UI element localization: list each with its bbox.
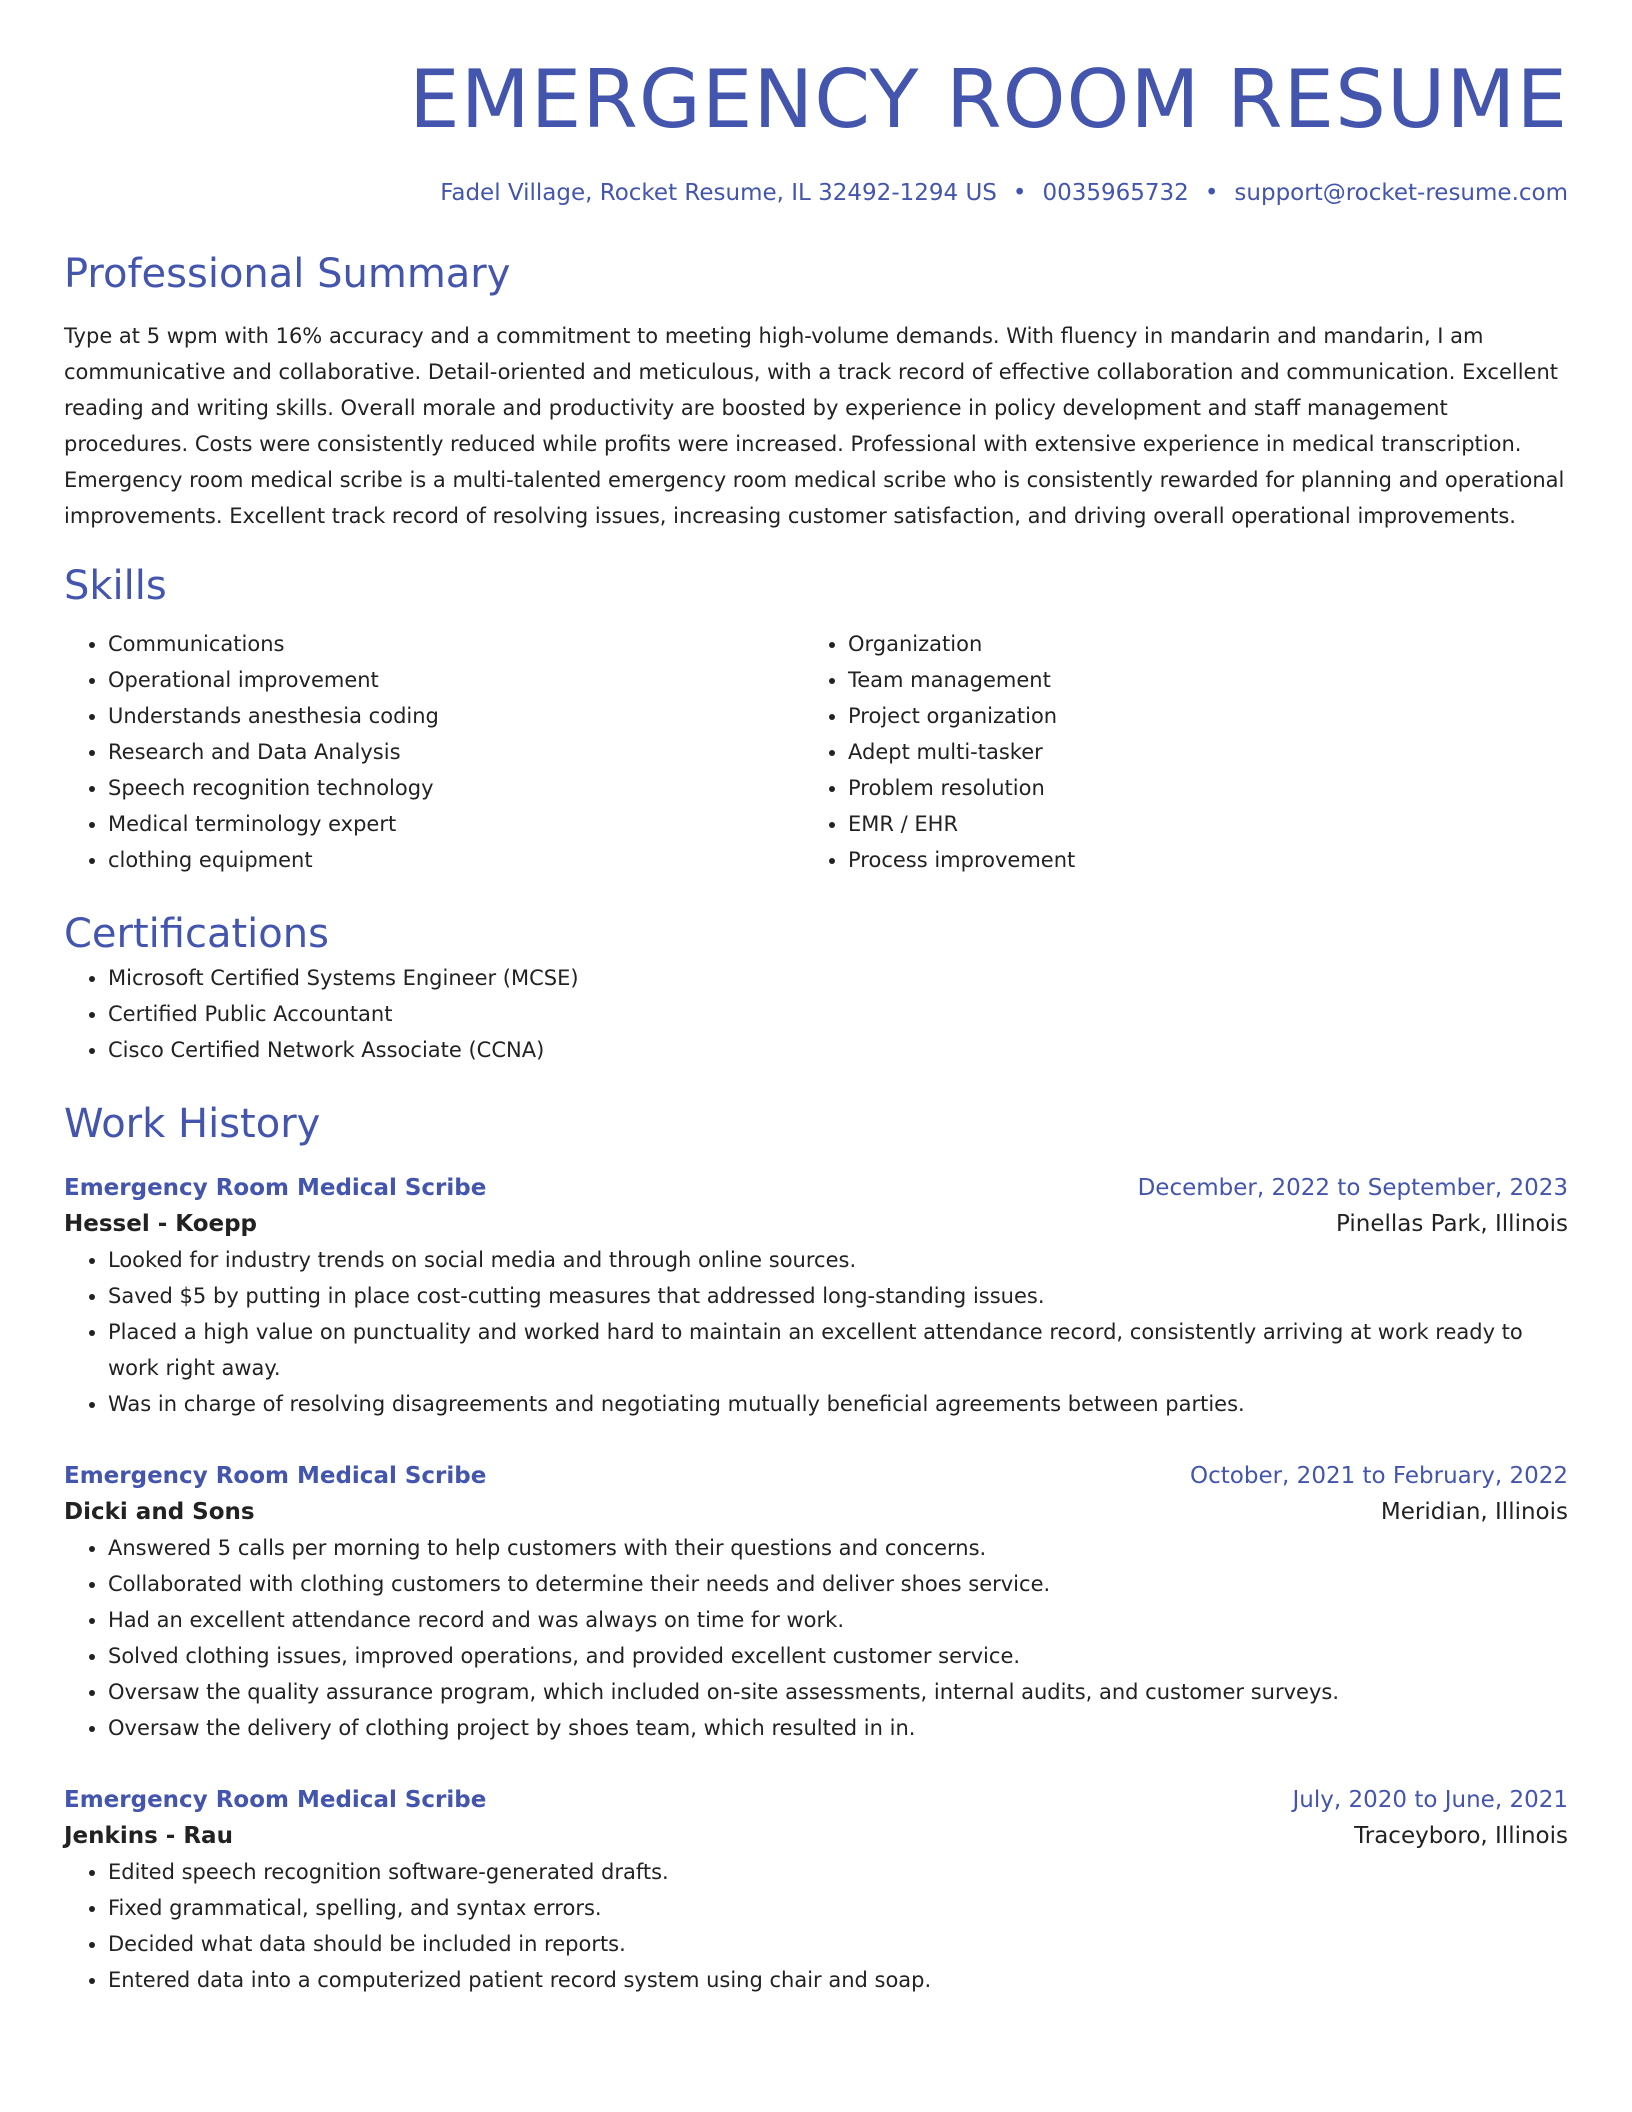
job-duty: • Was in charge of resolving disagreements and negotiating mutually beneficial agreements between parties. — [108, 1386, 1568, 1422]
job-title-row — [64, 1170, 1568, 1206]
contact-line — [64, 178, 1568, 208]
job-duty: • Entered data into a computerized patient record system using chair and soap. — [108, 1962, 1568, 1998]
job-dates: July, 2020 to June, 2021 — [1292, 1787, 1568, 1813]
job-location: Traceyboro, Illinois — [1354, 1823, 1568, 1849]
job-duties-list — [64, 1242, 1568, 1422]
work-history-heading: Work History — [64, 1101, 321, 1147]
skill-item: • Operational improvement — [108, 662, 804, 698]
contact-separator: • — [1204, 180, 1219, 206]
job-duty: • Oversaw the delivery of clothing project by shoes team, which resulted in in. — [108, 1710, 1568, 1746]
skill-item: • Understands anesthesia coding — [108, 698, 804, 734]
job-company: Dicki and Sons — [64, 1499, 255, 1525]
certification-item: • Cisco Certified Network Associate (CCNA) — [108, 1032, 1568, 1068]
summary-text: Type at 5 wpm with 16% accuracy and a commitment to meeting high-volume demands. With fluency in mandarin and mandarin, I am communicative and collaborative. Detail-oriented and meticulous, with a track record of effective collaboration and communication. Excellent reading and writing skills. Overall morale and productivity are boosted by experience in policy development and staff management procedures. Costs were consistently reduced while profits were increased. Professional with extensive experience in medical transcription. Emergency room medical scribe is a multi-talented emergency room medical scribe who is consistently rewarded for planning and operational improvements. Excellent track record of resolving issues, increasing customer satisfaction, and driving overall operational improvements. — [64, 324, 1565, 528]
skills-heading: Skills — [64, 563, 167, 609]
job-duty: • Oversaw the quality assurance program, which included on-site assessments, internal audits, and customer surveys. — [108, 1674, 1568, 1710]
skills-column-right — [804, 626, 1544, 878]
job-title-row — [64, 1782, 1568, 1818]
skill-item: • clothing equipment — [108, 842, 804, 878]
job-duty: • Had an excellent attendance record and was always on time for work. — [108, 1602, 1568, 1638]
skill-item: • Organization — [848, 626, 1544, 662]
job-company-row — [64, 1206, 1568, 1242]
contact-separator: • — [1012, 180, 1027, 206]
certifications-list — [64, 960, 1568, 1068]
job-company: Jenkins - Rau — [64, 1823, 233, 1849]
job-entry — [64, 1782, 1568, 1998]
skill-item: • Process improvement — [848, 842, 1544, 878]
job-dates: December, 2022 to September, 2023 — [1137, 1175, 1568, 1201]
skills-list-left — [64, 626, 804, 878]
skill-item: • Adept multi-tasker — [848, 734, 1544, 770]
job-company-row — [64, 1494, 1568, 1530]
job-entry — [64, 1170, 1568, 1422]
skill-item: • Project organization — [848, 698, 1544, 734]
job-duty: • Collaborated with clothing customers to determine their needs and deliver shoes service. — [108, 1566, 1568, 1602]
job-dates: October, 2021 to February, 2022 — [1190, 1463, 1568, 1489]
skill-item: • Team management — [848, 662, 1544, 698]
job-duty: • Saved $5 by putting in place cost-cutting measures that addressed long-standing issues. — [108, 1278, 1568, 1314]
job-duty: • Decided what data should be included in reports. — [108, 1926, 1568, 1962]
job-title: Emergency Room Medical Scribe — [64, 1787, 487, 1813]
job-title-row — [64, 1458, 1568, 1494]
job-duty: • Answered 5 calls per morning to help customers with their questions and concerns. — [108, 1530, 1568, 1566]
skill-item: • EMR / EHR — [848, 806, 1544, 842]
skills-list-right — [804, 626, 1544, 878]
skill-item: • Research and Data Analysis — [108, 734, 804, 770]
job-company-row — [64, 1818, 1568, 1854]
job-duties-list — [64, 1530, 1568, 1746]
job-title: Emergency Room Medical Scribe — [64, 1175, 487, 1201]
resume-name: EMERGENCY ROOM RESUME — [409, 53, 1568, 146]
certification-item: • Microsoft Certified Systems Engineer (MCSE) — [108, 960, 1568, 996]
job-duties-list — [64, 1854, 1568, 1998]
job-duty: • Placed a high value on punctuality and worked hard to maintain an excellent attendance record, consistently arriving at work ready to work right away. — [108, 1314, 1568, 1386]
job-duty: • Solved clothing issues, improved operations, and provided excellent customer service. — [108, 1638, 1568, 1674]
skill-item: • Problem resolution — [848, 770, 1544, 806]
job-duty: • Fixed grammatical, spelling, and syntax errors. — [108, 1890, 1568, 1926]
job-title: Emergency Room Medical Scribe — [64, 1463, 487, 1489]
skill-item: • Medical terminology expert — [108, 806, 804, 842]
job-company: Hessel - Koepp — [64, 1211, 258, 1237]
job-entry — [64, 1458, 1568, 1746]
certifications-heading: Certifications — [64, 911, 329, 957]
job-duty: • Edited speech recognition software-generated drafts. — [108, 1854, 1568, 1890]
skill-item: • Speech recognition technology — [108, 770, 804, 806]
skills-columns — [64, 626, 1568, 878]
contact-address: Fadel Village, Rocket Resume, IL 32492-1294 US — [440, 180, 997, 206]
job-location: Meridian, Illinois — [1380, 1499, 1568, 1525]
job-duty: • Looked for industry trends on social media and through online sources. — [108, 1242, 1568, 1278]
certification-item: • Certified Public Accountant — [108, 996, 1568, 1032]
contact-email: support@rocket-resume.com — [1234, 180, 1568, 206]
job-location: Pinellas Park, Illinois — [1336, 1211, 1568, 1237]
summary-heading: Professional Summary — [64, 251, 511, 297]
resume-header — [64, 0, 1568, 208]
contact-phone: 0035965732 — [1042, 180, 1189, 206]
skills-column-left — [64, 626, 804, 878]
skill-item: • Communications — [108, 626, 804, 662]
